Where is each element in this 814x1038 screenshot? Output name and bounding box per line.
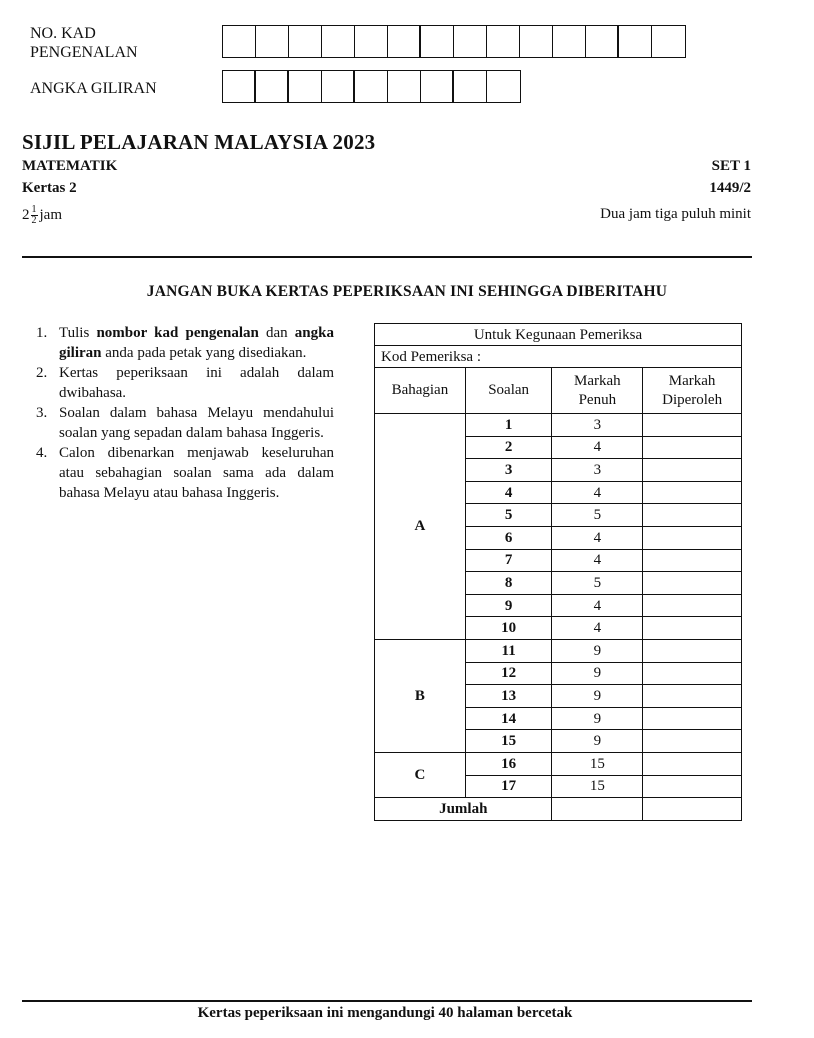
id-card-box[interactable] bbox=[223, 26, 256, 57]
total-full-marks bbox=[552, 798, 643, 821]
id-card-box[interactable] bbox=[520, 26, 553, 57]
full-marks: 9 bbox=[552, 707, 643, 730]
marks-obtained[interactable] bbox=[643, 707, 742, 730]
id-card-label-line2: PENGENALAN bbox=[30, 44, 138, 61]
instructions-list bbox=[36, 323, 334, 503]
instruction-number: 2. bbox=[36, 365, 48, 381]
col-full-marks-line1: Markah bbox=[574, 372, 621, 389]
id-card-box[interactable] bbox=[586, 26, 619, 57]
paper-label: Kertas 2 bbox=[22, 180, 77, 196]
id-card-label bbox=[30, 24, 138, 62]
turn-number-box[interactable] bbox=[388, 71, 421, 102]
full-marks: 4 bbox=[552, 436, 643, 459]
col-marks-obtained bbox=[643, 368, 742, 414]
turn-number-box[interactable] bbox=[223, 71, 256, 102]
examiner-code-row bbox=[375, 346, 742, 368]
col-question: Soalan bbox=[465, 368, 552, 414]
footer-text: Kertas peperiksaan ini mengandungi 40 halaman bercetak bbox=[197, 1005, 573, 1021]
marks-body bbox=[375, 414, 742, 798]
marks-obtained[interactable] bbox=[643, 526, 742, 549]
id-card-box[interactable] bbox=[421, 26, 454, 57]
marks-obtained[interactable] bbox=[643, 775, 742, 798]
id-card-box[interactable] bbox=[454, 26, 487, 57]
question-number: 5 bbox=[465, 504, 552, 527]
question-number: 4 bbox=[465, 481, 552, 504]
marks-obtained[interactable] bbox=[643, 436, 742, 459]
full-marks: 3 bbox=[552, 459, 643, 482]
instruction-text: Calon dibenarkan menjawab keseluruhan atau sebahagian soalan sama ada dalam bahasa Melayu atau bahasa Inggeris. bbox=[59, 445, 334, 501]
marks-obtained[interactable] bbox=[643, 685, 742, 708]
table-row bbox=[375, 752, 742, 775]
duration-fraction bbox=[31, 205, 38, 226]
marks-obtained[interactable] bbox=[643, 730, 742, 753]
id-card-box[interactable] bbox=[487, 26, 520, 57]
text-part: dan bbox=[258, 325, 295, 341]
question-number: 10 bbox=[465, 617, 552, 640]
total-label: Jumlah bbox=[375, 798, 552, 821]
fraction-denominator: 2 bbox=[31, 215, 37, 226]
text-part: anda pada petak yang disediakan. bbox=[101, 345, 307, 361]
col-section: Bahagian bbox=[375, 368, 466, 414]
question-number: 14 bbox=[465, 707, 552, 730]
question-number: 17 bbox=[465, 775, 552, 798]
question-number: 15 bbox=[465, 730, 552, 753]
col-obtained-line1: Markah bbox=[668, 372, 716, 389]
id-card-box[interactable] bbox=[388, 26, 421, 57]
warning-text: JANGAN BUKA KERTAS PEPERIKSAAN INI SEHINGGA DIBERITAHU bbox=[146, 283, 668, 300]
id-card-label-line1: NO. KAD bbox=[30, 25, 96, 42]
duration-unit: jam bbox=[39, 206, 62, 223]
marks-obtained[interactable] bbox=[643, 504, 742, 527]
header-divider bbox=[22, 256, 752, 258]
turn-number-box[interactable] bbox=[487, 71, 520, 102]
instruction-text: Kertas peperiksaan ini adalah dalam dwibahasa. bbox=[59, 365, 334, 401]
table-title-row bbox=[375, 324, 742, 346]
duration-words: Dua jam tiga puluh minit bbox=[600, 206, 751, 222]
id-card-box[interactable] bbox=[289, 26, 322, 57]
full-marks: 5 bbox=[552, 504, 643, 527]
question-number: 9 bbox=[465, 594, 552, 617]
table-row bbox=[375, 639, 742, 662]
turn-number-box[interactable] bbox=[355, 71, 388, 102]
marks-obtained[interactable] bbox=[643, 459, 742, 482]
marks-obtained[interactable] bbox=[643, 662, 742, 685]
full-marks: 4 bbox=[552, 549, 643, 572]
duration bbox=[22, 205, 62, 226]
section-cell: C bbox=[375, 752, 466, 797]
question-number: 13 bbox=[465, 685, 552, 708]
col-full-marks bbox=[552, 368, 643, 414]
turn-number-boxes bbox=[222, 70, 521, 103]
instruction-number: 3. bbox=[36, 405, 48, 421]
id-card-box[interactable] bbox=[652, 26, 685, 57]
turn-number-label: ANGKA GILIRAN bbox=[30, 80, 157, 97]
full-marks: 9 bbox=[552, 662, 643, 685]
id-card-box[interactable] bbox=[256, 26, 289, 57]
question-number: 6 bbox=[465, 526, 552, 549]
col-obtained-line2: Diperoleh bbox=[662, 391, 723, 408]
text-part: Tulis bbox=[59, 325, 97, 341]
examiner-table bbox=[374, 323, 742, 821]
full-marks: 9 bbox=[552, 685, 643, 708]
question-number: 11 bbox=[465, 639, 552, 662]
text-bold: nombor kad pengenalan bbox=[96, 325, 259, 341]
section-cell: B bbox=[375, 639, 466, 752]
fraction-numerator: 1 bbox=[31, 204, 37, 215]
question-number: 12 bbox=[465, 662, 552, 685]
exam-title: SIJIL PELAJARAN MALAYSIA 2023 bbox=[22, 130, 376, 154]
instruction-number: 1. bbox=[36, 325, 48, 341]
table-title: Untuk Kegunaan Pemeriksa bbox=[375, 324, 742, 346]
full-marks: 4 bbox=[552, 481, 643, 504]
subject: MATEMATIK bbox=[22, 158, 118, 174]
instruction-text bbox=[59, 323, 334, 363]
set-label: SET 1 bbox=[711, 158, 751, 174]
question-number: 8 bbox=[465, 572, 552, 595]
instruction-item bbox=[36, 403, 334, 443]
paper-code: 1449/2 bbox=[709, 180, 751, 196]
full-marks: 3 bbox=[552, 414, 643, 437]
question-number: 16 bbox=[465, 752, 552, 775]
marks-obtained[interactable] bbox=[643, 617, 742, 640]
examiner-code: Kod Pemeriksa : bbox=[375, 346, 742, 368]
full-marks: 9 bbox=[552, 639, 643, 662]
full-marks: 9 bbox=[552, 730, 643, 753]
question-number: 2 bbox=[465, 436, 552, 459]
full-marks: 15 bbox=[552, 775, 643, 798]
instruction-text: Soalan dalam bahasa Melayu mendahului soalan yang sepadan dalam bahasa Inggeris. bbox=[59, 405, 334, 441]
full-marks: 4 bbox=[552, 526, 643, 549]
marks-obtained[interactable] bbox=[643, 594, 742, 617]
turn-number-box[interactable] bbox=[322, 71, 355, 102]
table-row bbox=[375, 414, 742, 437]
marks-obtained[interactable] bbox=[643, 572, 742, 595]
instruction-number: 4. bbox=[36, 445, 48, 461]
marks-obtained[interactable] bbox=[643, 414, 742, 437]
instruction-item bbox=[36, 323, 334, 363]
id-card-box[interactable] bbox=[553, 26, 586, 57]
footer-divider bbox=[22, 1000, 752, 1002]
text-bold: angka giliran bbox=[59, 325, 334, 361]
section-cell: A bbox=[375, 414, 466, 640]
turn-number-box[interactable] bbox=[289, 71, 322, 102]
marks-obtained[interactable] bbox=[643, 639, 742, 662]
turn-number-box[interactable] bbox=[454, 71, 487, 102]
full-marks: 5 bbox=[552, 572, 643, 595]
question-number: 7 bbox=[465, 549, 552, 572]
turn-number-box[interactable] bbox=[256, 71, 289, 102]
full-marks: 15 bbox=[552, 752, 643, 775]
id-card-box[interactable] bbox=[619, 26, 652, 57]
marks-obtained[interactable] bbox=[643, 752, 742, 775]
marks-obtained[interactable] bbox=[643, 481, 742, 504]
full-marks: 4 bbox=[552, 594, 643, 617]
duration-whole: 2 bbox=[22, 206, 30, 223]
question-number: 1 bbox=[465, 414, 552, 437]
id-card-box[interactable] bbox=[322, 26, 355, 57]
id-card-box[interactable] bbox=[355, 26, 388, 57]
question-number: 3 bbox=[465, 459, 552, 482]
instruction-item bbox=[36, 363, 334, 403]
instruction-item bbox=[36, 443, 334, 503]
turn-number-box[interactable] bbox=[421, 71, 454, 102]
col-full-marks-line2: Penuh bbox=[578, 391, 617, 408]
marks-obtained[interactable] bbox=[643, 549, 742, 572]
id-card-boxes bbox=[222, 25, 686, 58]
full-marks: 4 bbox=[552, 617, 643, 640]
table-header-row bbox=[375, 368, 742, 414]
total-row bbox=[375, 798, 742, 821]
total-obtained[interactable] bbox=[643, 798, 742, 821]
